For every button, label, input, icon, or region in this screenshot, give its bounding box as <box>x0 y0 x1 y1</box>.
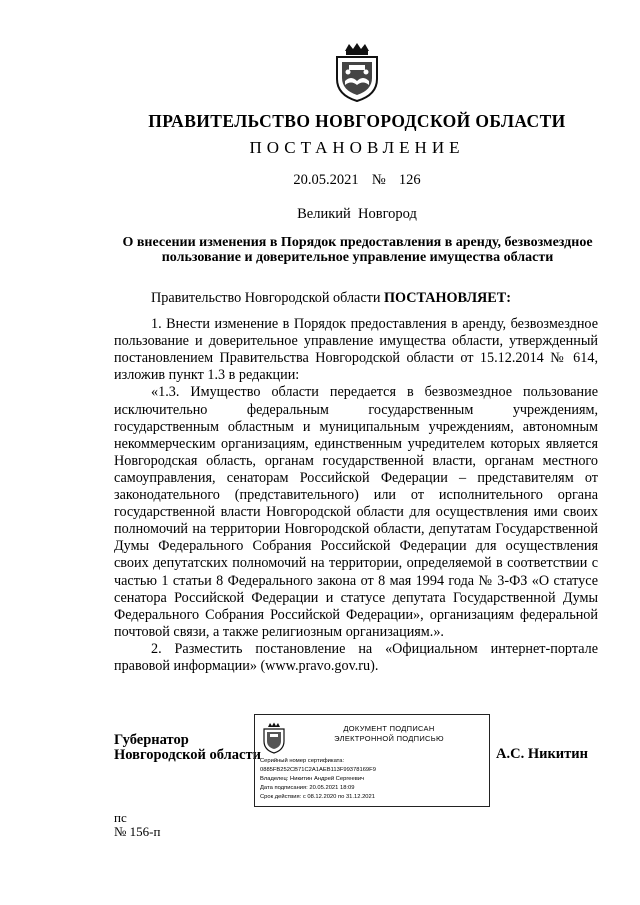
signatory-position <box>114 733 261 763</box>
lead-decree-word: ПОСТАНОВЛЯЕТ: <box>383 290 511 306</box>
stamp-title-line2: ЭЛЕКТРОННОЙ ПОДПИСЬЮ <box>334 734 444 743</box>
electronic-signature-stamp <box>254 714 490 807</box>
stamp-cert-number: 0885FB252CB71C2A1AEB113F99378169F9 <box>260 767 376 773</box>
footer-note <box>114 811 160 839</box>
document-type: ПОСТАНОВЛЕНИЕ <box>249 138 465 157</box>
footer-line2: № 156-п <box>114 824 161 839</box>
date-number: 20.05.2021 № 126 <box>293 172 421 188</box>
signatory-position-line2: Новгородской области <box>114 747 261 763</box>
footer-line1: пс <box>114 810 127 825</box>
paragraph-quote: «1.3. Имущество области передается в безвозмездное пользование исключительно федеральным государственным учреждениям, государственным областным и муниципальным учреждениям, автономным некоммерческим организациям, единственным учредителем которых является Новгородская область, органам государственной власти, органам местного самоуправления, сенаторам Российской Федерации – представителям от законодательного (представительного) или от исполнительного органа государственной власти Новгородской области для осуществления ими своих полномочий на территории Новгородской области, депутатам Государственной Думы Федерального Собрания Российской Федерации для осуществления своих депутатских полномочий на территории, определяемой в соответствии с частью 1 статьи 8 Федерального закона от 8 мая 1994 года № 3-ФЗ «О статусе сенатора Российской Федерации и статусе депутата Государственной Думы Федерального Собрания Российской Федерации», организациям федеральной почтовой связи, а также религиозным организациям.». <box>114 384 602 640</box>
city: Великий Новгород <box>297 206 417 222</box>
stamp-validity: Срок действия: с 08.12.2020 по 31.12.2021 <box>260 794 375 800</box>
lead-prefix: Правительство Новгородской области <box>151 290 384 306</box>
stamp-signed-date: Дата подписания: 20.05.2021 18:09 <box>260 785 355 791</box>
stamp-title-line1: ДОКУМЕНТ ПОДПИСАН <box>343 724 435 733</box>
stamp-details <box>260 757 376 802</box>
document-subject: О внесении изменения в Порядок предоставления в аренду, безвозмездное пользование и доверительное управление имущества области <box>122 235 597 265</box>
signatory-name: А.С. Никитин <box>496 746 588 762</box>
stamp-title <box>293 724 485 744</box>
government-title: ПРАВИТЕЛЬСТВО НОВГОРОДСКОЙ ОБЛАСТИ <box>148 111 566 131</box>
coat-of-arms-icon <box>331 41 383 103</box>
stamp-cert-label: Серийный номер сертификата: <box>260 758 345 764</box>
document-body <box>114 290 602 675</box>
stamp-coat-of-arms-icon <box>261 722 287 754</box>
signatory-position-line1: Губернатор <box>114 732 189 748</box>
paragraph-2: 2. Разместить постановление на «Официальном интернет-портале правовой информации» (www.pravo.gov.ru). <box>114 640 602 674</box>
lead-paragraph <box>114 290 598 307</box>
paragraph-1: 1. Внести изменение в Порядок предоставления в аренду, безвозмездное пользование и доверительное управление имущества области, утвержденный постановлением Правительства Новгородской области от 15.12.2014 № 614, изложив пункт 1.3 в редакции: <box>114 316 602 384</box>
stamp-owner: Владелец: Никитин Андрей Сергеевич <box>260 776 365 782</box>
